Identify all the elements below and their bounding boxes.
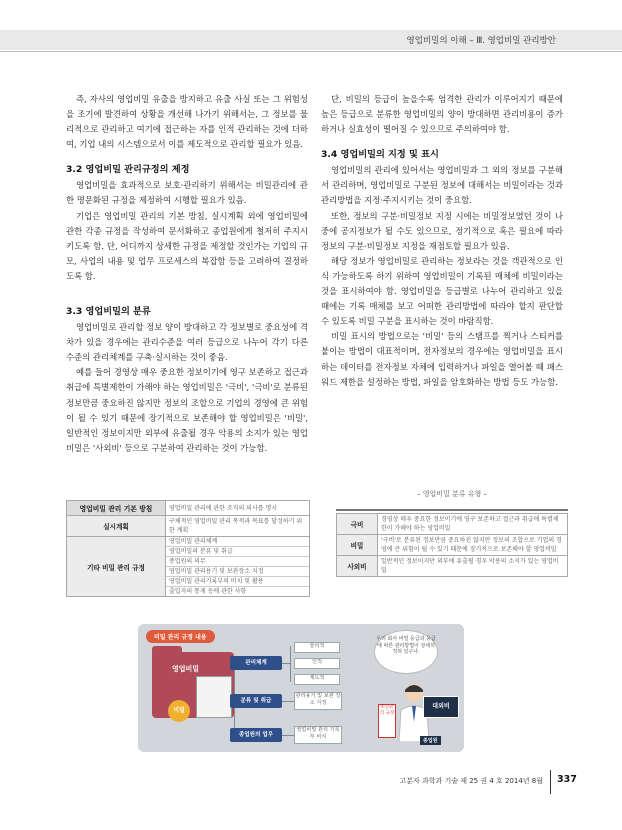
rules-paper: 비밀관리 규정 (378, 704, 396, 738)
table-row (337, 514, 568, 535)
folder-label: 영업비밀 (172, 665, 200, 673)
sub-register: 영업비밀 관리 기록부 비치 (294, 726, 342, 744)
left-paragraph-4: 예를 들어 경영상 매우 중요한 정보이기에 영구 보존하고 접근과 취급에 특별제한이 가해야 하는 영업비밀은 '극비', '극비'로 분류된 정보만큼 중요하진 않지만 정보의 조합으로 기업의 경영에 큰 위험이 될 수 있기 때문에 장기적으로 보존해야 할 영업비밀은 '비밀', 일반적인 정보이지만 외부에 유출될 경우 악용의 소지가 있는 영업비밀은 '사외비' 등으로 구분하여 관리하는 것이 가능함. (66, 367, 308, 453)
secret-stamp: 비밀 (168, 700, 190, 722)
right-paragraph-0: 단, 비밀의 등급이 높을수록 엄격한 관리가 이루어지기 때문에 높은 등급으로 분류한 영업비밀의 양이 방대하면 관리비용이 증가하거나 실효성이 떨어질 수 있으므로 주의하여야 함. (321, 94, 563, 135)
classification-table-top-rule (336, 509, 568, 511)
right-paragraph-2: 또한, 정보의 구분·비밀정보 지정 시에는 비밀정보였던 것이 나중에 공지정보가 될 수도 있으므로, 정기적으로 혹은 필요에 따라 정보의 구분·비밀정보 지정을 재점토할 필요가 있음. (321, 210, 563, 251)
management-rules-table (66, 500, 310, 597)
connector-line (282, 701, 294, 702)
table-cell-secret: 비밀 (337, 535, 378, 556)
page-number: 337 (557, 774, 577, 785)
confidential-sign: 대외비 (423, 696, 459, 718)
list-item: 영업비밀 관리체계 (166, 537, 309, 547)
employee-badge: 종업원 (420, 736, 441, 745)
connector-line (282, 663, 290, 664)
table-row (67, 537, 310, 597)
left-paragraph-0: 즉, 자사의 영업비밀 유출을 방지하고 유출 사실 또는 그 위험성을 조기에 발견하여 상황을 개선해 나가기 위해서는, 그 정보를 물리적으로 관리하고 여기에 접근하는 자를 인적 관리하는 것에 더하여, 기업 내의 시스템으로서 이를 제도적으로 관리할 필요가 있음. (66, 94, 308, 150)
list-item: 영업비밀 관리기록부의 비치 및 활용 (166, 577, 309, 587)
table-row (67, 501, 310, 516)
left-column (66, 92, 308, 456)
left-paragraph-1: 영업비밀을 효과적으로 보호·관리하기 위해서는 비밀관리에 관한 명문화된 규정을 제정하여 시행할 필요가 있음. (66, 180, 308, 206)
list-item: 종업원의 의무 (166, 557, 309, 567)
table-cell-top-secret: 극비 (337, 514, 378, 535)
sub-storage: 관리용기 및 보관 장소 지정 (294, 692, 342, 710)
list-item: 영업비밀 관리용기 및 보관장소 지정 (166, 567, 309, 577)
table-row (67, 516, 310, 537)
section-heading-3-3: 3.3 영업비밀의 분류 (66, 306, 151, 318)
box-classification: 분류 및 취급 (230, 694, 282, 708)
table-cell-rules-list (166, 537, 310, 597)
box-employee-duty: 종업원의 업무 (230, 728, 282, 742)
table-cell-confidential: 사외비 (337, 556, 378, 577)
table-cell-top-secret-desc: 경영상 매우 중요한 정보이기에 영구 보존하고 접근과 취급에 특별제한이 가해야 하는 영업비밀 (378, 514, 568, 535)
right-paragraph-3: 해당 정보가 영업비밀로 관리하는 정보라는 것을 객관적으로 인식 가능하도록 하기 위하여 영업비밀이 기록된 매체에 비밀이라는 것을 표시하여야 함. 영업비밀을 등급별로 나누어 관리하고 있을 때에는 기록 매체를 보고 어떠한 관리방법에 따라야 할지 판단할 수 있도록 비밀 구분을 표시하는 것이 바람직함. (321, 255, 563, 327)
table-cell-policy-desc: 영업비밀 관리에 관한 조직의 의사를 명시 (166, 501, 310, 516)
right-paragraph-4: 비밀 표시의 방법으로는 '비밀' 등의 스탬프를 찍거나 스티커를 붙이는 방법이 대표적이며, 전자정보의 경우에는 영업비밀을 표시하는 데이터를 전자정보 자체에 입력하거나 파일을 열어볼 때 패스워드 제한을 설정하는 방법, 파일을 암호화하는 방법 등도 가능함. (321, 331, 563, 387)
classification-table (336, 513, 568, 577)
sub-physical: 물리적 (294, 642, 340, 653)
illustration-title-pill: 비밀 관리 규정 내용 (146, 630, 215, 643)
document-icon (196, 676, 232, 718)
table-cell-secret-desc: '극비'로 분류된 정보만큼 중요하진 않지만 정보의 조합으로 기업의 경영에 큰 위험이 될 수 있기 때문에 장기적으로 보존해야 할 영업비밀 (378, 535, 568, 556)
journal-footer: 고분자 과학과 기술 제 25 권 4 호 2014년 8월 (399, 777, 543, 785)
table-row (337, 556, 568, 577)
section-heading-3-4: 3.4 영업비밀의 지정 및 표시 (321, 149, 439, 161)
right-paragraph-1: 영업비밀의 관리에 있어서는 영업비밀과 그 외의 정보를 구분해서 관리하며, 영업비밀로 구분된 정보에 대해서는 비밀이라는 것과 관리방법을 지정·주지시키는 것이 중요함. (321, 165, 563, 206)
left-paragraph-2: 기업은 영업비밀 관리의 기본 방침, 실시계획 외에 영업비밀에 관한 각종 규정을 작성하여 문서화하고 종업원에게 철저히 주지시키도록 함. 단, 어디까지 상세한 규정을 제정할 것인가는 기업의 규모, 사업의 내용 및 업무 프로세스의 복잡함 등을 고려하여 결정하도록 함. (66, 210, 308, 281)
box-management-system: 관리체계 (230, 656, 282, 670)
table-cell-plan: 실시계획 (67, 516, 166, 537)
table-cell-plan-desc: 구체적인 영업비밀 관리 목적과 목표를 달성하기 위한 계획 (166, 516, 310, 537)
sub-personal: 인적 (294, 658, 340, 669)
speech-bubble: 우리 회사 비밀 등급과 등급에 따른 관리방법이 상세히 적혀 있구나. (374, 630, 438, 674)
left-paragraph-3: 영업비밀로 관리할 정보 양이 방대하고 각 정보별로 중요성에 격차가 있을 경우에는 관리수준을 여러 등급으로 나누어 각기 다른 수준의 관리체계를 구축·실시하는 것이 좋음. (66, 322, 308, 363)
running-header: 영업비밀의 이해 – Ⅲ. 영업비밀 관리방안 (406, 36, 556, 46)
rules-illustration (138, 624, 464, 752)
sub-institutional: 제도적 (294, 674, 340, 685)
right-column (321, 92, 563, 390)
list-item: 출입자의 통제 등에 관한 사항 (169, 588, 247, 595)
table-row (337, 535, 568, 556)
connector-line (290, 646, 291, 682)
table-header-policy: 영업비밀 관리 기본 방침 (67, 501, 166, 516)
list-item: 영업비밀의 분류 및 취급 (166, 547, 309, 557)
header-divider (0, 51, 622, 52)
table-cell-confidential-desc: 일반적인 정보이지만 외부에 유출될 경우 악용의 소지가 있는 영업비밀 (378, 556, 568, 577)
table-cell-other-rules: 기타 비밀 관리 규정 (67, 537, 166, 597)
classification-table-caption: – 영업비밀 분류 유형 – (417, 490, 487, 498)
section-heading-3-2: 3.2 영업비밀 관리규정의 제정 (66, 164, 190, 176)
footer-divider (550, 770, 551, 794)
connector-line (282, 735, 294, 736)
